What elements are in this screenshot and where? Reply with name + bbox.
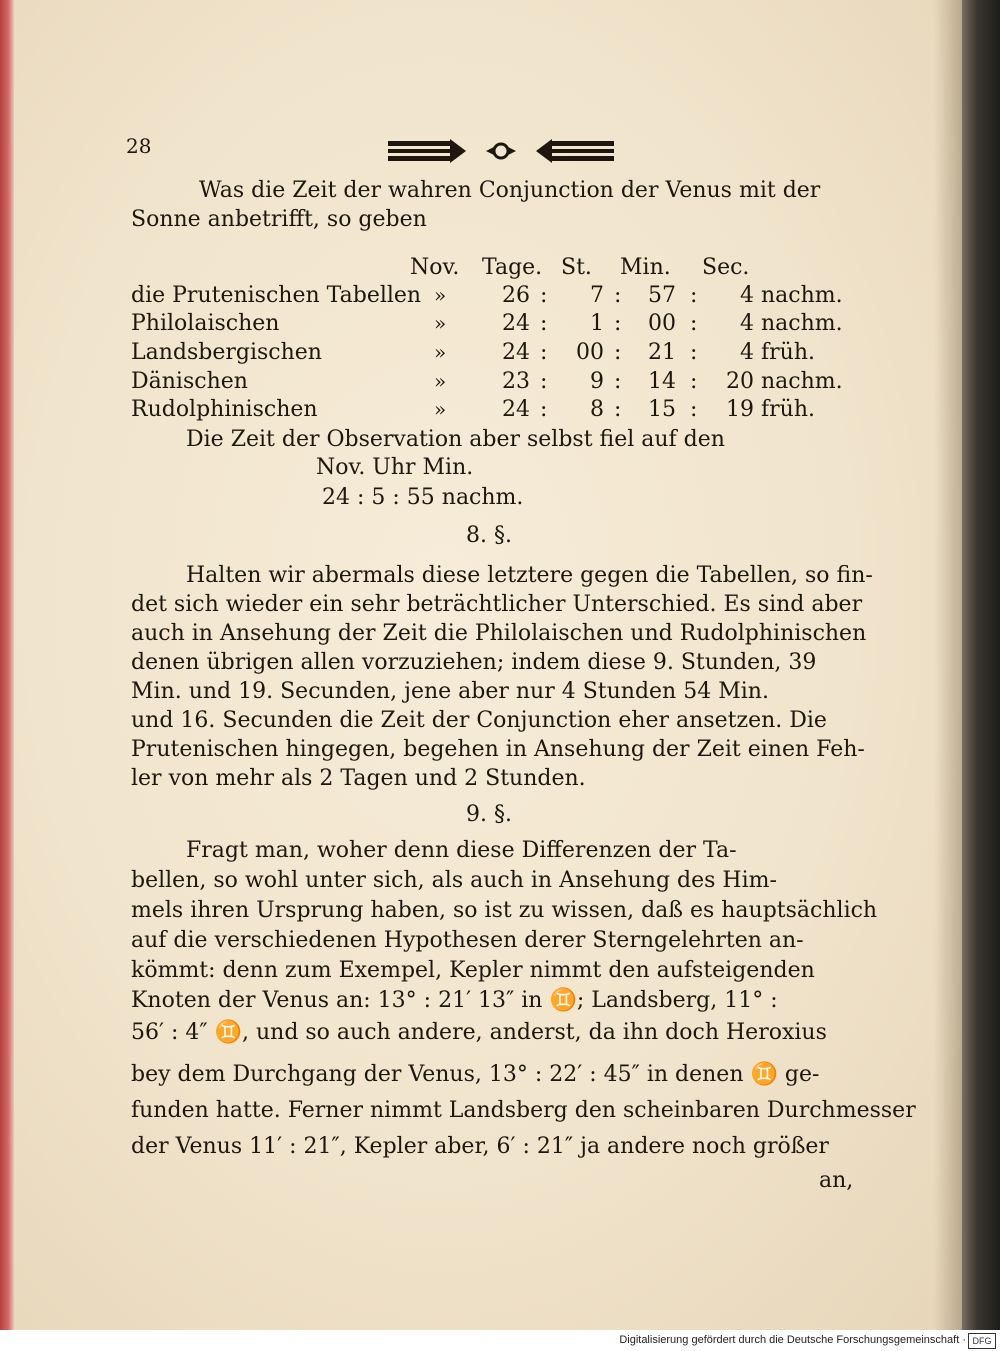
separator: : [614, 397, 622, 422]
ditto-mark: » [434, 283, 447, 307]
table-header-tage: Tage. [482, 255, 543, 280]
table-row-label: Dänischen [131, 369, 248, 394]
table-header-st: St. [561, 255, 592, 280]
cell-tage: 23 [502, 369, 530, 394]
catchword: an, [819, 1168, 854, 1193]
separator: : [690, 369, 698, 394]
table-row-label: die Prutenischen Tabellen [131, 283, 422, 308]
cell-tage: 24 [502, 340, 530, 365]
separator: : [540, 283, 548, 308]
separator: : [614, 340, 622, 365]
paragraph-line: und 16. Secunden die Zeit der Conjunction eher ansetzen. Die [131, 708, 827, 733]
cell-min: 00 [648, 311, 676, 336]
table-row [14, 283, 964, 313]
cell-sec: 19 [726, 397, 754, 422]
paragraph-line: kömmt: denn zum Exempel, Kepler nimmt den aufsteigenden [131, 958, 815, 983]
cell-tage: 26 [502, 283, 530, 308]
paragraph-line: 56′ : 4″ ♊, und so auch andere, anderst, da ihn doch Heroxius [131, 1020, 827, 1045]
cell-note: nachm. [761, 283, 843, 308]
table-row-label: Rudolphinischen [131, 397, 318, 422]
dfg-logo: DFG [968, 1333, 996, 1349]
cell-min: 14 [648, 369, 676, 394]
separator: : [690, 340, 698, 365]
cell-tage: 24 [502, 397, 530, 422]
cell-st: 1 [590, 311, 604, 336]
separator: : [540, 311, 548, 336]
cell-note: nachm. [761, 311, 843, 336]
cell-sec: 4 [740, 311, 754, 336]
table-row-label: Philolaischen [131, 311, 280, 336]
table-header-min: Min. [620, 255, 671, 280]
paragraph-line: Prutenischen hingegen, begehen in Ansehung der Zeit einen Feh- [131, 737, 865, 762]
table-row [14, 340, 964, 370]
separator: : [540, 340, 548, 365]
paragraph-line: bellen, so wohl unter sich, als auch in Ansehung des Him- [131, 868, 777, 893]
cell-min: 57 [648, 283, 676, 308]
table-header-nov: Nov. [410, 255, 460, 280]
paragraph-line: auch in Ansehung der Zeit die Philolaischen und Rudolphinischen [131, 621, 867, 646]
table-row-label: Landsbergischen [131, 340, 322, 365]
paragraph-line: Knoten der Venus an: 13° : 21′ 13″ in ♊; Landsberg, 11° : [131, 988, 778, 1013]
footer-bar [0, 1330, 1000, 1351]
cell-note: früh. [761, 340, 815, 365]
section-9-heading: 9. §. [466, 802, 512, 827]
cell-sec: 4 [740, 340, 754, 365]
cell-st: 8 [590, 397, 604, 422]
ditto-mark: » [434, 369, 447, 393]
cell-min: 15 [648, 397, 676, 422]
page-number: 28 [126, 134, 152, 158]
cell-st: 7 [590, 283, 604, 308]
paragraph-line: bey dem Durchgang der Venus, 13° : 22′ : 45″ in denen ♊ ge- [131, 1062, 820, 1087]
observation-line: Die Zeit der Observation aber selbst fiel auf den [186, 427, 725, 452]
paragraph-line: denen übrigen allen vorzuziehen; indem diese 9. Stunden, 39 [131, 650, 817, 675]
cell-note: früh. [761, 397, 815, 422]
table-header-sec: Sec. [702, 255, 750, 280]
book-cover-edge [0, 0, 14, 1330]
table-row [14, 369, 964, 399]
paragraph-line: det sich wieder ein sehr beträchtlicher Unterschied. Es sind aber [131, 592, 863, 617]
page-gutter-shadow [934, 0, 964, 1330]
paragraph-line: auf die verschiedenen Hypothesen derer Sterngelehrten an- [131, 928, 804, 953]
separator: : [614, 311, 622, 336]
paragraph-line: mels ihren Ursprung haben, so ist zu wissen, daß es hauptsächlich [131, 898, 878, 923]
separator: : [540, 397, 548, 422]
cell-st: 9 [590, 369, 604, 394]
cell-min: 21 [648, 340, 676, 365]
separator: : [614, 369, 622, 394]
separator: : [614, 283, 622, 308]
ditto-mark: » [434, 311, 447, 335]
cell-note: nachm. [761, 369, 843, 394]
table-row [14, 397, 964, 427]
paragraph-line: funden hatte. Ferner nimmt Landsberg den scheinbaren Durchmesser [131, 1098, 916, 1123]
table-row [14, 311, 964, 341]
paragraph-line: ler von mehr als 2 Tagen und 2 Stunden. [131, 766, 586, 791]
cell-sec: 4 [740, 283, 754, 308]
book-binding-edge [962, 0, 1000, 1330]
intro-line-2: Sonne anbetrifft, so geben [131, 207, 427, 232]
cell-st: 00 [576, 340, 604, 365]
observation-header: Nov. Uhr Min. [316, 455, 474, 480]
paragraph-line: Fragt man, woher denn diese Differenzen der Ta- [186, 838, 737, 863]
book-page [14, 0, 964, 1330]
separator: : [690, 397, 698, 422]
paragraph-line: Min. und 19. Secunden, jene aber nur 4 Stunden 54 Min. [131, 679, 769, 704]
ditto-mark: » [434, 340, 447, 364]
separator: : [540, 369, 548, 394]
cell-tage: 24 [502, 311, 530, 336]
cell-sec: 20 [726, 369, 754, 394]
paragraph-line: Halten wir abermals diese letztere gegen die Tabellen, so fin- [186, 563, 873, 588]
separator: : [690, 283, 698, 308]
ditto-mark: » [434, 397, 447, 421]
observation-values: 24 : 5 : 55 nachm. [322, 485, 524, 510]
intro-line-1: Was die Zeit der wahren Conjunction der Venus mit der [199, 178, 821, 203]
section-8-heading: 8. §. [466, 523, 512, 548]
separator: : [690, 311, 698, 336]
paragraph-line: der Venus 11′ : 21″, Kepler aber, 6′ : 21″ ja andere noch größer [131, 1134, 829, 1159]
ornament-icon [386, 133, 616, 169]
footer-credit: Digitalisierung gefördert durch die Deutsche Forschungsgemeinschaft · [619, 1334, 966, 1346]
